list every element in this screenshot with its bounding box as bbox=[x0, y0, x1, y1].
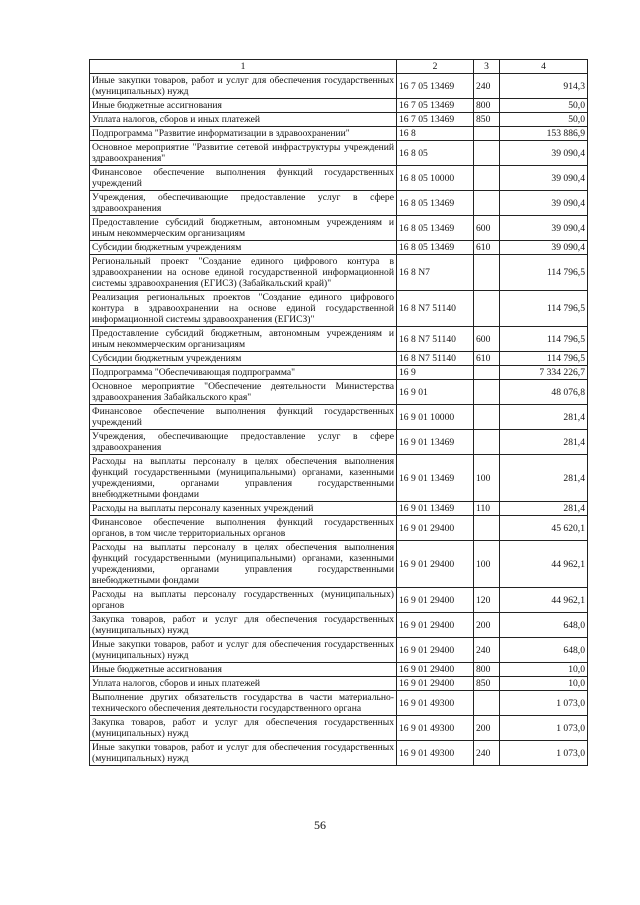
row-name: Иные бюджетные ассигнования bbox=[90, 99, 397, 113]
row-name: Предоставление субсидий бюджетным, автономным учреждениям и иным некоммерческим организациям bbox=[90, 327, 397, 352]
row-name: Учреждения, обеспечивающие предоставление услуг в сфере здравоохранения bbox=[90, 191, 397, 216]
expense-type-code: 600 bbox=[474, 216, 500, 241]
expense-type-code: 200 bbox=[474, 613, 500, 638]
row-name: Предоставление субсидий бюджетным, автономным учреждениям и иным некоммерческим организациям bbox=[90, 216, 397, 241]
expense-type-code: 610 bbox=[474, 241, 500, 255]
expense-type-code: 100 bbox=[474, 541, 500, 588]
target-code: 16 7 05 13469 bbox=[397, 74, 474, 99]
table-row bbox=[90, 291, 588, 327]
table-row bbox=[90, 677, 588, 691]
amount: 44 962,1 bbox=[500, 541, 588, 588]
amount: 7 334 226,7 bbox=[500, 366, 588, 380]
row-name: Иные закупки товаров, работ и услуг для обеспечения государственных (муниципальных) нужд bbox=[90, 741, 397, 766]
expense-type-code bbox=[474, 430, 500, 455]
row-name: Финансовое обеспечение выполнения функций государственных учреждений bbox=[90, 166, 397, 191]
amount: 39 090,4 bbox=[500, 216, 588, 241]
target-code: 16 9 01 29400 bbox=[397, 541, 474, 588]
amount: 50,0 bbox=[500, 113, 588, 127]
expense-type-code bbox=[474, 405, 500, 430]
expense-type-code bbox=[474, 380, 500, 405]
target-code: 16 9 01 49300 bbox=[397, 741, 474, 766]
expense-type-code: 240 bbox=[474, 741, 500, 766]
table-row bbox=[90, 502, 588, 516]
target-code: 16 9 01 29400 bbox=[397, 613, 474, 638]
row-name: Региональный проект "Создание единого цифрового контура в здравоохранении на основе единой государственной информационной системы здравоохранения (ЕГИСЗ) (Забайкальский край)" bbox=[90, 255, 397, 291]
target-code: 16 8 N7 bbox=[397, 255, 474, 291]
amount: 10,0 bbox=[500, 677, 588, 691]
target-code: 16 9 01 29400 bbox=[397, 663, 474, 677]
table-row bbox=[90, 638, 588, 663]
amount: 114 796,5 bbox=[500, 255, 588, 291]
table-row bbox=[90, 663, 588, 677]
amount: 44 962,1 bbox=[500, 588, 588, 613]
amount: 281,4 bbox=[500, 405, 588, 430]
table-row bbox=[90, 241, 588, 255]
amount: 114 796,5 bbox=[500, 352, 588, 366]
column-header: 2 bbox=[397, 60, 474, 74]
amount: 114 796,5 bbox=[500, 327, 588, 352]
row-name: Иные закупки товаров, работ и услуг для обеспечения государственных (муниципальных) нужд bbox=[90, 638, 397, 663]
table-row bbox=[90, 141, 588, 166]
target-code: 16 9 01 29400 bbox=[397, 638, 474, 663]
table-row bbox=[90, 127, 588, 141]
row-name: Расходы на выплаты персоналу казенных учреждений bbox=[90, 502, 397, 516]
table-row bbox=[90, 588, 588, 613]
target-code: 16 9 01 29400 bbox=[397, 516, 474, 541]
amount: 39 090,4 bbox=[500, 141, 588, 166]
target-code: 16 9 01 10000 bbox=[397, 405, 474, 430]
target-code: 16 9 01 bbox=[397, 380, 474, 405]
amount: 39 090,4 bbox=[500, 191, 588, 216]
amount: 39 090,4 bbox=[500, 241, 588, 255]
row-name: Подпрограмма "Развитие информатизации в здравоохранении" bbox=[90, 127, 397, 141]
row-name: Финансовое обеспечение выполнения функций государственных учреждений bbox=[90, 405, 397, 430]
budget-table bbox=[89, 59, 588, 766]
expense-type-code: 100 bbox=[474, 455, 500, 502]
table-row bbox=[90, 405, 588, 430]
target-code: 16 7 05 13469 bbox=[397, 113, 474, 127]
expense-type-code bbox=[474, 516, 500, 541]
row-name: Выполнение других обязательств государства в части материально-технического обеспечения деятельности государственного органа bbox=[90, 691, 397, 716]
target-code: 16 8 N7 51140 bbox=[397, 352, 474, 366]
table-row bbox=[90, 255, 588, 291]
expense-type-code: 110 bbox=[474, 502, 500, 516]
row-name: Учреждения, обеспечивающие предоставление услуг в сфере здравоохранения bbox=[90, 430, 397, 455]
target-code: 16 9 01 13469 bbox=[397, 455, 474, 502]
expense-type-code bbox=[474, 166, 500, 191]
amount: 10,0 bbox=[500, 663, 588, 677]
amount: 648,0 bbox=[500, 613, 588, 638]
page-number: 56 bbox=[314, 818, 326, 832]
target-code: 16 9 01 29400 bbox=[397, 677, 474, 691]
table-row bbox=[90, 191, 588, 216]
row-name: Субсидии бюджетным учреждениям bbox=[90, 241, 397, 255]
amount: 50,0 bbox=[500, 99, 588, 113]
table-row bbox=[90, 99, 588, 113]
row-name: Субсидии бюджетным учреждениям bbox=[90, 352, 397, 366]
table-row bbox=[90, 741, 588, 766]
expense-type-code bbox=[474, 255, 500, 291]
table-row bbox=[90, 327, 588, 352]
amount: 914,3 bbox=[500, 74, 588, 99]
expense-type-code: 600 bbox=[474, 327, 500, 352]
table-row bbox=[90, 366, 588, 380]
expense-type-code: 800 bbox=[474, 663, 500, 677]
table-row bbox=[90, 216, 588, 241]
target-code: 16 9 01 49300 bbox=[397, 691, 474, 716]
target-code: 16 9 01 29400 bbox=[397, 588, 474, 613]
amount: 1 073,0 bbox=[500, 716, 588, 741]
amount: 45 620,1 bbox=[500, 516, 588, 541]
table-row bbox=[90, 541, 588, 588]
target-code: 16 8 05 10000 bbox=[397, 166, 474, 191]
table-row bbox=[90, 716, 588, 741]
target-code: 16 8 05 bbox=[397, 141, 474, 166]
amount: 1 073,0 bbox=[500, 691, 588, 716]
target-code: 16 8 bbox=[397, 127, 474, 141]
table-row bbox=[90, 74, 588, 99]
row-name: Уплата налогов, сборов и иных платежей bbox=[90, 113, 397, 127]
column-number-row bbox=[90, 60, 588, 74]
expense-type-code: 850 bbox=[474, 677, 500, 691]
row-name: Финансовое обеспечение выполнения функций государственных органов, в том числе территориальных органов bbox=[90, 516, 397, 541]
row-name: Расходы на выплаты персоналу в целях обеспечения выполнения функций государственными (муниципальными) органами, казенными учреждениями, органами управления государственными внебюджетными фондами bbox=[90, 455, 397, 502]
row-name: Закупка товаров, работ и услуг для обеспечения государственных (муниципальных) нужд bbox=[90, 613, 397, 638]
table-row bbox=[90, 516, 588, 541]
expense-type-code bbox=[474, 127, 500, 141]
expense-type-code bbox=[474, 366, 500, 380]
amount: 114 796,5 bbox=[500, 291, 588, 327]
row-name: Основное мероприятие "Развитие сетевой инфраструктуры учреждений здравоохранения" bbox=[90, 141, 397, 166]
table-row bbox=[90, 352, 588, 366]
amount: 1 073,0 bbox=[500, 741, 588, 766]
amount: 48 076,8 bbox=[500, 380, 588, 405]
row-name: Уплата налогов, сборов и иных платежей bbox=[90, 677, 397, 691]
amount: 39 090,4 bbox=[500, 166, 588, 191]
amount: 281,4 bbox=[500, 502, 588, 516]
target-code: 16 9 bbox=[397, 366, 474, 380]
row-name: Иные бюджетные ассигнования bbox=[90, 663, 397, 677]
expense-type-code: 800 bbox=[474, 99, 500, 113]
expense-type-code: 200 bbox=[474, 716, 500, 741]
expense-type-code bbox=[474, 691, 500, 716]
expense-type-code bbox=[474, 191, 500, 216]
table-row bbox=[90, 166, 588, 191]
table-row bbox=[90, 691, 588, 716]
row-name: Расходы на выплаты персоналу в целях обеспечения выполнения функций государственными (муниципальными) органами, казенными учреждениями, органами управления государственными внебюджетными фондами bbox=[90, 541, 397, 588]
table-row bbox=[90, 430, 588, 455]
expense-type-code: 240 bbox=[474, 638, 500, 663]
target-code: 16 8 05 13469 bbox=[397, 216, 474, 241]
target-code: 16 9 01 13469 bbox=[397, 430, 474, 455]
expense-type-code bbox=[474, 141, 500, 166]
column-header: 1 bbox=[90, 60, 397, 74]
row-name: Закупка товаров, работ и услуг для обеспечения государственных (муниципальных) нужд bbox=[90, 716, 397, 741]
amount: 153 886,9 bbox=[500, 127, 588, 141]
expense-type-code: 120 bbox=[474, 588, 500, 613]
expense-type-code: 850 bbox=[474, 113, 500, 127]
target-code: 16 8 N7 51140 bbox=[397, 291, 474, 327]
amount: 648,0 bbox=[500, 638, 588, 663]
column-header: 4 bbox=[500, 60, 588, 74]
amount: 281,4 bbox=[500, 430, 588, 455]
table-row bbox=[90, 613, 588, 638]
row-name: Подпрограмма "Обеспечивающая подпрограмма" bbox=[90, 366, 397, 380]
column-header: 3 bbox=[474, 60, 500, 74]
row-name: Основное мероприятие "Обеспечение деятельности Министерства здравоохранения Забайкальского края" bbox=[90, 380, 397, 405]
expense-type-code: 240 bbox=[474, 74, 500, 99]
target-code: 16 9 01 13469 bbox=[397, 502, 474, 516]
table-row bbox=[90, 113, 588, 127]
expense-type-code: 610 bbox=[474, 352, 500, 366]
target-code: 16 8 N7 51140 bbox=[397, 327, 474, 352]
table-body bbox=[90, 74, 588, 766]
target-code: 16 9 01 49300 bbox=[397, 716, 474, 741]
amount: 281,4 bbox=[500, 455, 588, 502]
row-name: Иные закупки товаров, работ и услуг для обеспечения государственных (муниципальных) нужд bbox=[90, 74, 397, 99]
row-name: Реализация региональных проектов "Создание единого цифрового контура в здравоохранении на основе единой государственной информационной системы здравоохранения (ЕГИСЗ)" bbox=[90, 291, 397, 327]
target-code: 16 7 05 13469 bbox=[397, 99, 474, 113]
row-name: Расходы на выплаты персоналу государственных (муниципальных) органов bbox=[90, 588, 397, 613]
table-row bbox=[90, 380, 588, 405]
target-code: 16 8 05 13469 bbox=[397, 191, 474, 216]
expense-type-code bbox=[474, 291, 500, 327]
table-row bbox=[90, 455, 588, 502]
target-code: 16 8 05 13469 bbox=[397, 241, 474, 255]
